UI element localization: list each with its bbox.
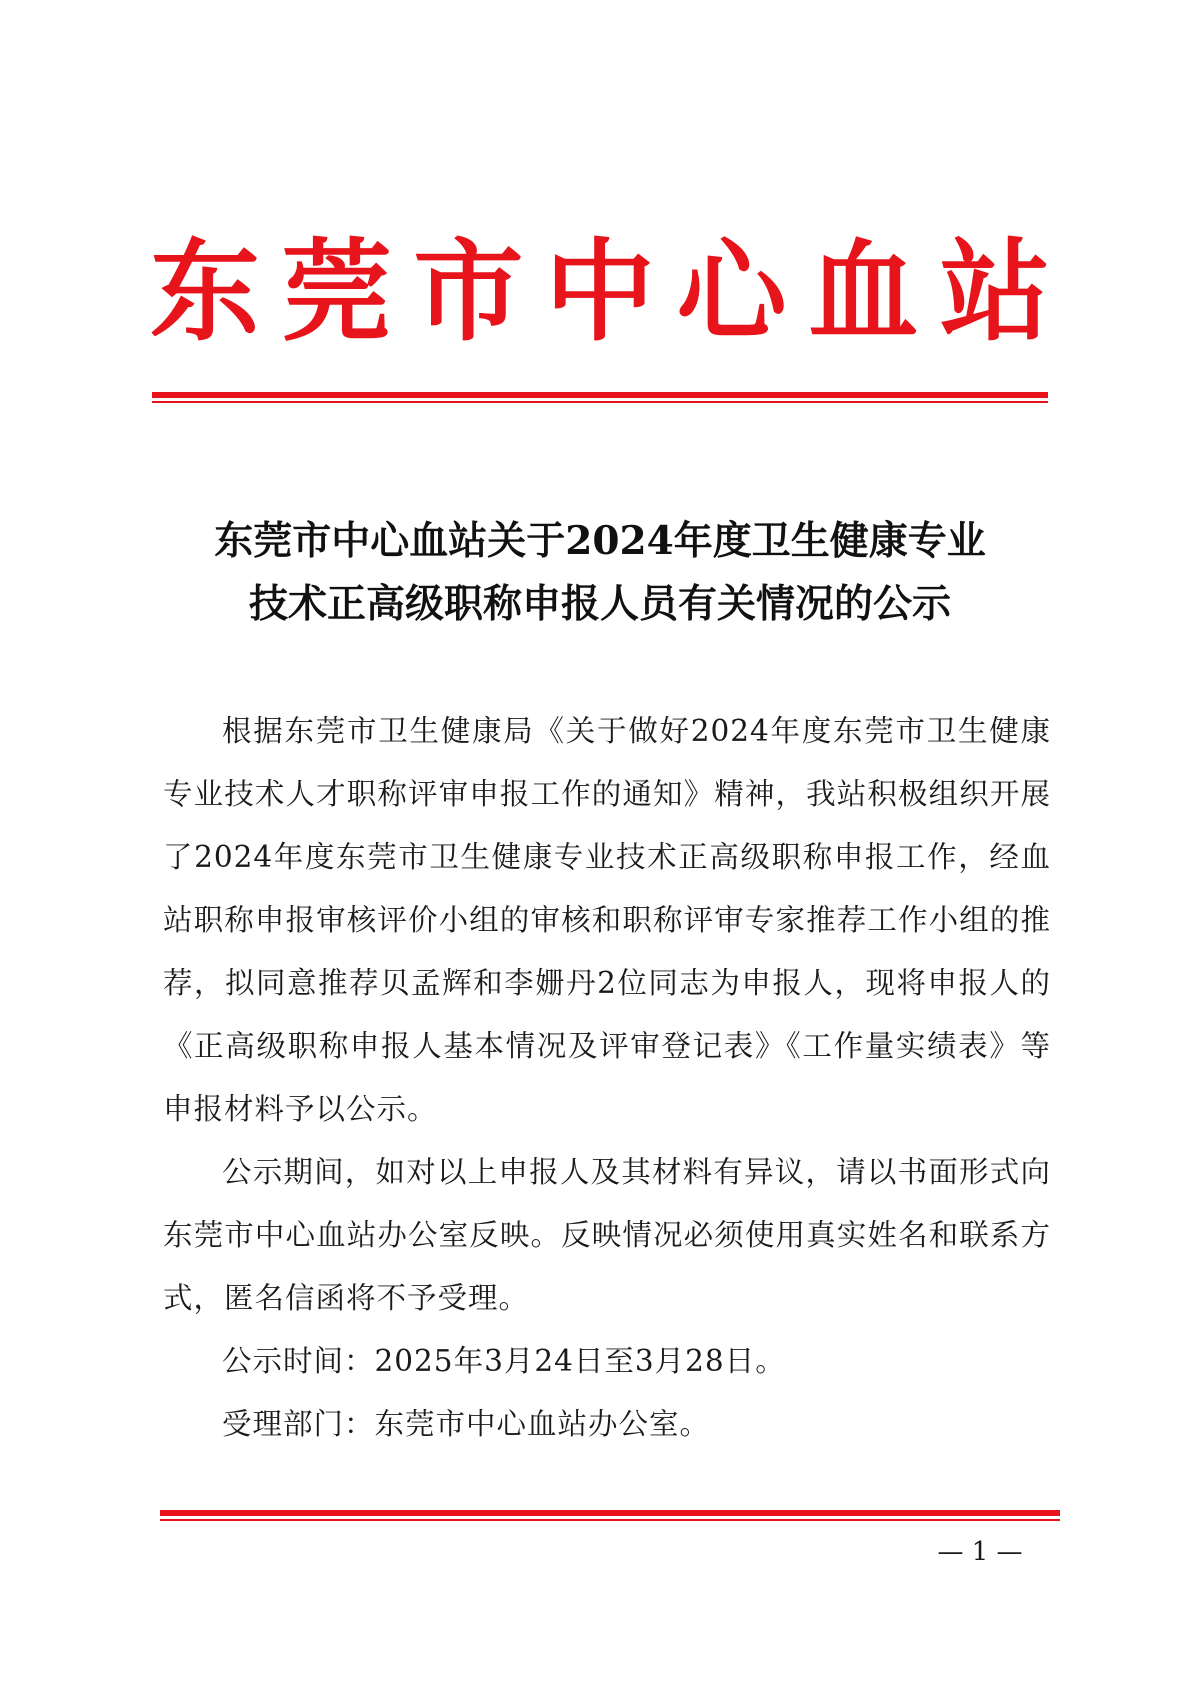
body-paragraph-period: 公示时间：2025年3月24日至3月28日。 xyxy=(222,1344,786,1378)
page-number: — 1 — xyxy=(937,1537,1023,1567)
body-paragraph-department: 受理部门：东莞市中心血站办公室。 xyxy=(222,1407,711,1441)
document-title-line-1: 东莞市中心血站关于2024年度卫生健康专业 xyxy=(214,518,986,564)
document-title xyxy=(150,510,1050,636)
document-title-line-2: 技术正高级职称申报人员有关情况的公示 xyxy=(248,581,951,627)
footer-divider xyxy=(160,1510,1060,1521)
header-divider xyxy=(152,392,1048,403)
document-body xyxy=(163,700,1051,1456)
body-paragraph-2: 公示期间，如对以上申报人及其材料有异议，请以书面形式向东莞市中心血站办公室反映。反映情况必须使用真实姓名和联系方式，匿名信函将不予受理。 xyxy=(163,1155,1051,1315)
body-paragraph-1: 根据东莞市卫生健康局《关于做好2024年度东莞市卫生健康专业技术人才职称评审申报工作的通知》精神，我站积极组织开展了2024年度东莞市卫生健康专业技术正高级职称申报工作，经血站职称申报审核评价小组的审核和职称评审专家推荐工作小组的推荐，拟同意推荐贝孟辉和李姗丹2位同志为申报人，现将申报人的《正高级职称申报人基本情况及评审登记表》《工作量实绩表》等申报材料予以公示。 xyxy=(163,714,1051,1126)
masthead-org-name: 东莞市中心血站 xyxy=(150,227,1050,356)
